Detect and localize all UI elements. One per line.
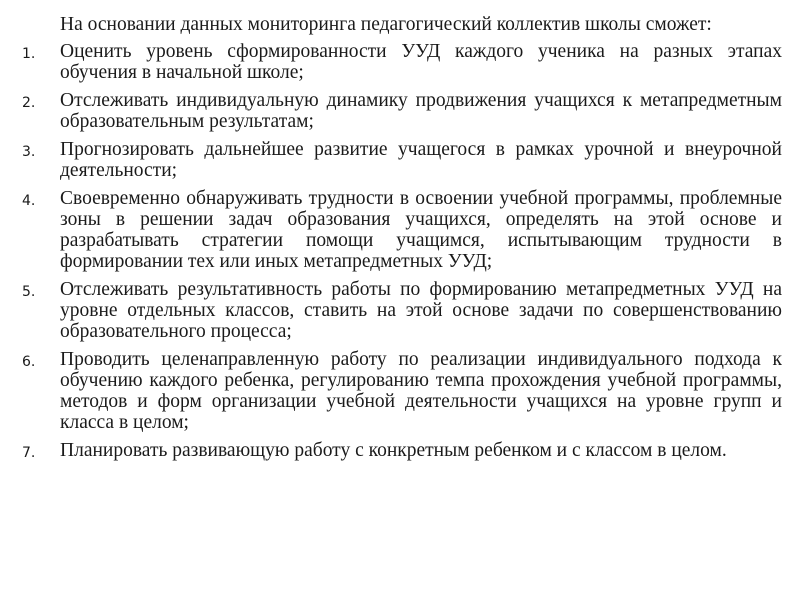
list-item-number: 5. [22,284,36,300]
list-item-text: Оценить уровень сформированности УУД каждого ученика на разных этапах обучения в начальной школе; [60,41,782,83]
list-item [22,279,782,342]
list-item-number: 2. [22,95,36,111]
list-item [22,349,782,433]
list-item-number: 7. [22,445,36,461]
list-item-number: 1. [22,46,36,62]
list-item-text: Своевременно обнаруживать трудности в освоении учебной программы, проблемные зоны в решении задач образования учащихся, определять на этой основе и разрабатывать стратегии помощи учащимся, испытывающим трудности в формировании тех или иных метапредметных УУД; [60,188,782,272]
intro-paragraph: На основании данных мониторинга педагогический коллектив школы сможет: [60,14,712,35]
list-item-text: Проводить целенаправленную работу по реализации индивидуального подхода к обучению каждого ребенка, регулированию темпа прохождения учебной программы, методов и форм организации учебной деятельности учащихся на уровне групп и класса в целом; [60,349,782,433]
list-item-text: Прогнозировать дальнейшее развитие учащегося в рамках урочной и внеурочной деятельности; [60,139,782,181]
list-item [22,440,782,464]
list-item [22,90,782,132]
list-item [22,188,782,272]
list-item-number: 3. [22,144,36,160]
list-item-number: 4. [22,193,36,209]
list-item [22,139,782,181]
list-item-text: Планировать развивающую работу с конкретным ребенком и с классом в целом. [60,440,727,461]
list-item [22,41,782,83]
list-item-text: Отслеживать результативность работы по формированию метапредметных УУД на уровне отдельных классов, ставить на этой основе задачи по совершенствованию образовательного процесса; [60,279,782,342]
list-item-text: Отслеживать индивидуальную динамику продвижения учащихся к метапредметным образовательным результатам; [60,90,782,132]
numbered-list [22,41,782,464]
list-item-number: 6. [22,354,36,370]
slide-content [22,12,782,471]
